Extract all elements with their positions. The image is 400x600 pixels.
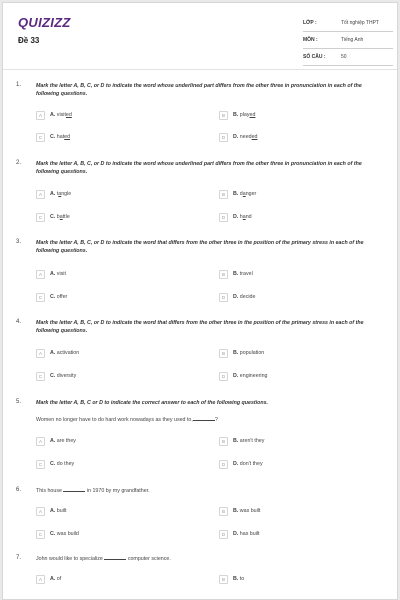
meta-label: SỐ CÂU :: [303, 54, 326, 60]
option-letter-box: C: [36, 372, 45, 381]
meta-row-subject: [303, 34, 393, 49]
option-letter-box: A: [36, 437, 45, 446]
question-number: 3.: [16, 239, 22, 245]
option-text: A. are they: [50, 438, 76, 444]
question-number: 2.: [16, 160, 22, 166]
option-text: A. built: [50, 508, 67, 514]
option-text: D. needed: [233, 134, 258, 140]
quizizz-logo: QUIZIZZ: [18, 15, 71, 30]
worksheet-page: [2, 2, 398, 600]
option-text: D. engineering: [233, 373, 268, 379]
option-text: B. population: [233, 350, 265, 356]
option-text: A. of: [50, 576, 62, 582]
meta-value: Tốt nghiệp THPT: [341, 20, 379, 26]
option-letter-box: A: [36, 575, 45, 584]
option-letter-box: D: [219, 530, 228, 539]
option-text: B. to: [233, 576, 245, 582]
option-letter-box: A: [36, 507, 45, 516]
option-text: A. visited: [50, 112, 72, 118]
option-text: A. visit: [50, 271, 66, 277]
option-letter-box: A: [36, 270, 45, 279]
question-number: 4.: [16, 319, 22, 325]
question-stem: John would like to specialize computer science.: [36, 556, 171, 562]
meta-row-count: [303, 51, 393, 66]
option-letter-box: C: [36, 133, 45, 142]
option-text: C. was build: [50, 531, 79, 537]
option-text: D. hand: [233, 214, 252, 220]
option-letter-box: A: [36, 349, 45, 358]
question-stem: This house in 1970 by my grandfather.: [36, 488, 150, 494]
option-letter-box: C: [36, 460, 45, 469]
answer-blank: [193, 416, 215, 421]
exam-code: Đề 33: [18, 36, 40, 45]
question-number: 7.: [16, 555, 22, 561]
question-instruction: Mark the letter A, B, C, or D to indicate the word whose underlined part differs from the other three in pronunciation in each of the following questions.: [36, 161, 362, 175]
question-instruction: Mark the letter A, B, C or D to indicate the correct answer to each of the following questions.: [36, 400, 269, 406]
option-text: A. tangle: [50, 191, 72, 197]
answer-blank: [63, 487, 85, 492]
question-number: 6.: [16, 487, 22, 493]
option-letter-box: D: [219, 293, 228, 302]
option-text: B. travel: [233, 271, 253, 277]
meta-value: 50: [341, 54, 347, 60]
option-text: B. aren't they: [233, 438, 265, 444]
question-instruction: Mark the letter A, B, C, or D to indicate the word that differs from the other three in the position of the primary stress in each of the following questions.: [36, 240, 364, 254]
option-text: C. offer: [50, 294, 68, 300]
option-letter-box: B: [219, 575, 228, 584]
meta-row-class: [303, 17, 393, 32]
question-number: 1.: [16, 82, 22, 88]
option-letter-box: B: [219, 111, 228, 120]
meta-value: Tiếng Anh: [341, 37, 364, 43]
option-letter-box: C: [36, 213, 45, 222]
option-text: C. battle: [50, 214, 70, 220]
option-letter-box: B: [219, 507, 228, 516]
answer-blank: [104, 555, 126, 560]
option-letter-box: D: [219, 213, 228, 222]
option-letter-box: D: [219, 460, 228, 469]
meta-table: [303, 17, 393, 68]
option-letter-box: B: [219, 270, 228, 279]
option-letter-box: D: [219, 372, 228, 381]
meta-label: LỚP :: [303, 20, 317, 26]
option-letter-box: B: [219, 437, 228, 446]
option-letter-box: B: [219, 190, 228, 199]
option-text: B. was built: [233, 508, 261, 514]
option-letter-box: A: [36, 111, 45, 120]
option-text: C. hated: [50, 134, 71, 140]
option-letter-box: B: [219, 349, 228, 358]
worksheet-header: [3, 3, 398, 73]
option-letter-box: C: [36, 293, 45, 302]
option-text: C. do they: [50, 461, 75, 467]
option-text: D. decide: [233, 294, 256, 300]
option-letter-box: D: [219, 133, 228, 142]
option-text: A. activation: [50, 350, 80, 356]
question-stem: Women no longer have to do hard work nowadays as they used to, ?: [36, 417, 218, 423]
header-divider: [3, 69, 398, 70]
option-letter-box: A: [36, 190, 45, 199]
option-text: C. diversity: [50, 373, 77, 379]
option-text: B. played: [233, 112, 256, 118]
option-text: D. don't they: [233, 461, 263, 467]
option-text: D. has built: [233, 531, 260, 537]
option-text: B. danger: [233, 191, 257, 197]
question-instruction: Mark the letter A, B, C, or D to indicate the word whose underlined part differs from the other three in pronunciation in each of the following questions.: [36, 83, 362, 97]
question-number: 5.: [16, 399, 22, 405]
meta-label: MÔN :: [303, 37, 318, 43]
question-instruction: Mark the letter A, B, C, or D to indicate the word that differs from the other three in the position of the primary stress in each of the following questions.: [36, 320, 364, 334]
option-letter-box: C: [36, 530, 45, 539]
